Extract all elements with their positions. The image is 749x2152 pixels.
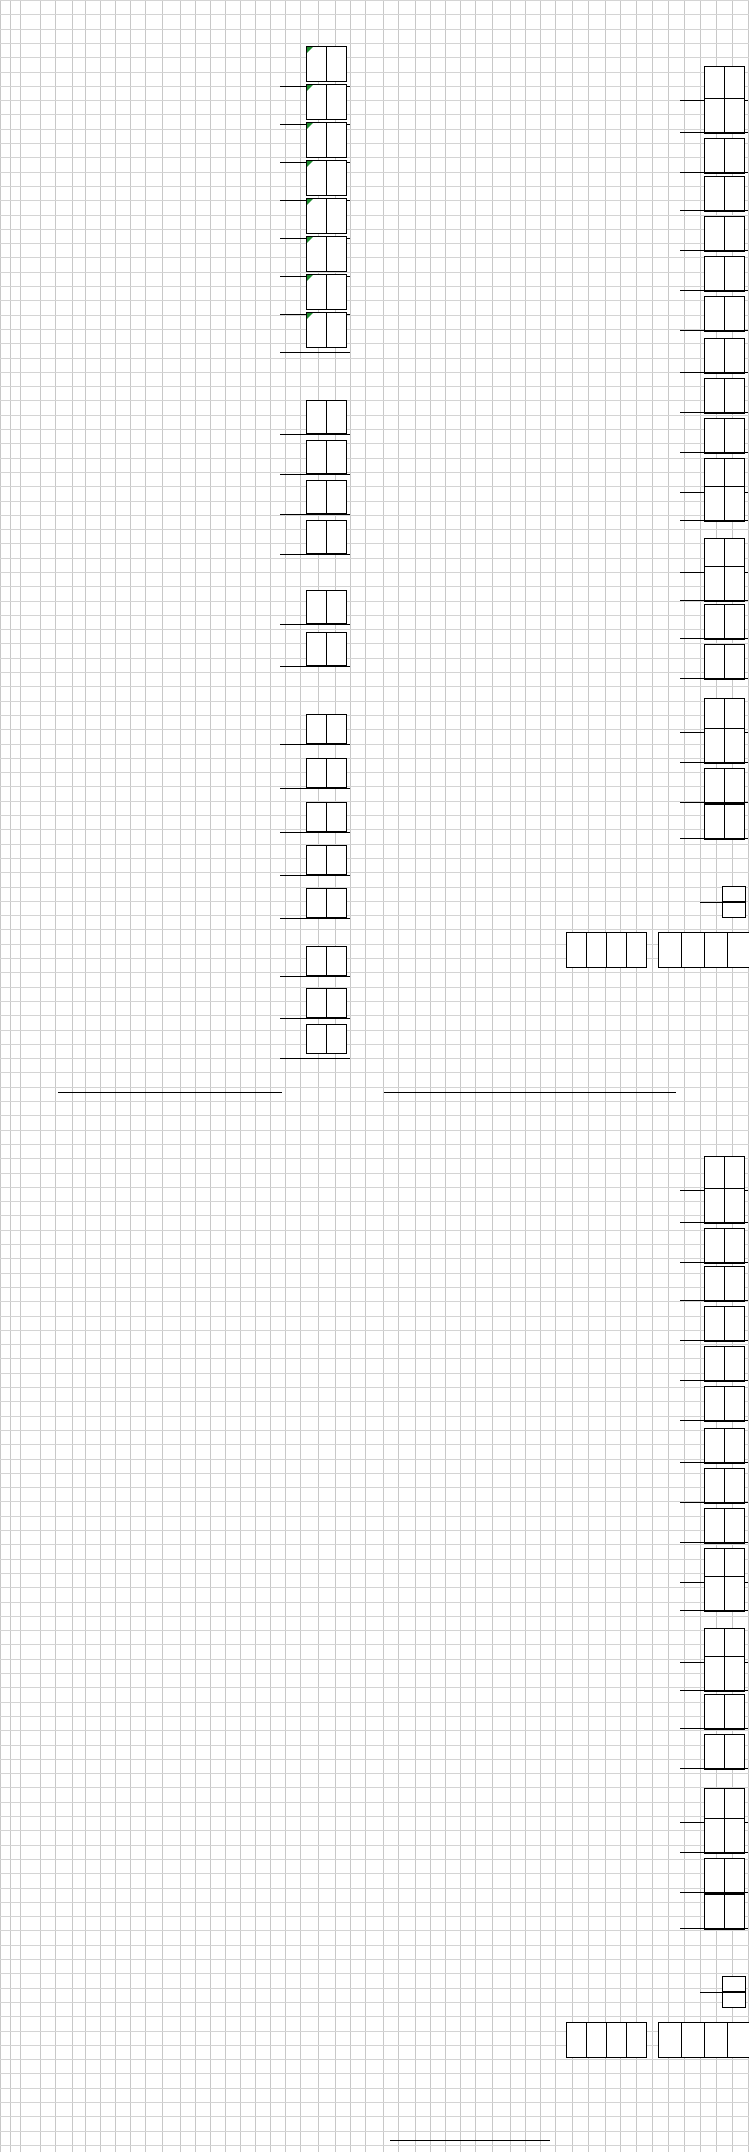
count-input-cell[interactable] xyxy=(724,216,745,252)
row-divider xyxy=(680,330,748,331)
count-input-cell[interactable] xyxy=(724,1894,745,1930)
count-input-cell[interactable] xyxy=(704,256,725,292)
count-input-cell[interactable] xyxy=(704,1188,725,1224)
date-digit-cell[interactable] xyxy=(586,2022,607,2058)
count-input-cell[interactable] xyxy=(326,520,347,554)
date-digit-cell[interactable] xyxy=(626,932,647,968)
count-input-cell[interactable] xyxy=(724,256,745,292)
row-divider xyxy=(680,638,748,639)
count-input-cell[interactable] xyxy=(724,604,745,640)
row-divider xyxy=(680,1300,748,1301)
count-input-cell[interactable] xyxy=(724,1266,745,1302)
count-input-cell[interactable] xyxy=(326,632,347,666)
date-digit-cell[interactable] xyxy=(727,932,749,968)
count-input-cell[interactable] xyxy=(306,590,327,624)
count-input-cell[interactable] xyxy=(306,802,327,832)
date-digit-cell[interactable] xyxy=(566,932,587,968)
count-input-cell[interactable] xyxy=(724,296,745,332)
count-input-cell[interactable] xyxy=(704,66,725,102)
row-divider xyxy=(280,514,350,515)
count-input-cell[interactable] xyxy=(326,198,347,234)
row-divider xyxy=(680,172,748,173)
count-input-cell[interactable] xyxy=(704,98,725,134)
count-input-cell[interactable] xyxy=(724,566,745,602)
option-ja-value[interactable] xyxy=(722,886,746,902)
count-input-cell[interactable] xyxy=(724,1386,745,1422)
count-input-cell[interactable] xyxy=(326,988,347,1018)
row-divider xyxy=(680,1380,748,1381)
count-input-cell[interactable] xyxy=(724,138,745,174)
count-input-cell[interactable] xyxy=(704,804,725,840)
count-input-cell[interactable] xyxy=(326,802,347,832)
count-input-cell[interactable] xyxy=(306,274,327,310)
row-divider xyxy=(680,452,748,453)
count-input-cell[interactable] xyxy=(704,1694,725,1730)
count-input-cell[interactable] xyxy=(704,1386,725,1422)
count-input-cell[interactable] xyxy=(326,480,347,514)
row-divider xyxy=(280,474,350,475)
row-divider xyxy=(680,1690,748,1691)
count-input-cell[interactable] xyxy=(306,946,327,976)
count-input-cell[interactable] xyxy=(326,440,347,474)
count-input-cell[interactable] xyxy=(704,378,725,414)
count-input-cell[interactable] xyxy=(724,486,745,522)
count-input-cell[interactable] xyxy=(704,1306,725,1342)
count-input-cell[interactable] xyxy=(306,520,327,554)
date-digit-cell[interactable] xyxy=(658,2022,682,2058)
count-input-cell[interactable] xyxy=(326,946,347,976)
row-divider xyxy=(680,1462,748,1463)
count-input-cell[interactable] xyxy=(724,1306,745,1342)
count-input-cell[interactable] xyxy=(724,1656,745,1692)
row-divider xyxy=(680,802,748,803)
count-input-cell[interactable] xyxy=(704,1508,725,1544)
count-input-cell[interactable] xyxy=(306,988,327,1018)
count-input-cell[interactable] xyxy=(724,98,745,134)
row-divider xyxy=(280,744,350,745)
count-input-cell[interactable] xyxy=(704,1656,725,1692)
row-divider xyxy=(680,762,748,763)
row-divider xyxy=(680,290,748,291)
date-digit-cell[interactable] xyxy=(681,932,705,968)
row-divider xyxy=(680,1340,748,1341)
row-divider xyxy=(680,1928,748,1929)
row-divider xyxy=(680,600,748,601)
count-input-cell[interactable] xyxy=(326,400,347,434)
count-input-cell[interactable] xyxy=(724,176,745,212)
count-input-cell[interactable] xyxy=(704,1576,725,1612)
date-digit-cell[interactable] xyxy=(704,2022,728,2058)
row-divider xyxy=(680,1502,748,1503)
count-input-cell[interactable] xyxy=(724,1428,745,1464)
count-input-cell[interactable] xyxy=(704,604,725,640)
row-divider xyxy=(280,832,350,833)
count-input-cell[interactable] xyxy=(724,1694,745,1730)
count-input-cell[interactable] xyxy=(306,845,327,875)
count-input-cell[interactable] xyxy=(724,418,745,454)
count-input-cell[interactable] xyxy=(724,1858,745,1894)
row-divider xyxy=(280,976,350,977)
count-input-cell[interactable] xyxy=(306,236,327,272)
count-input-cell[interactable] xyxy=(326,46,347,82)
count-input-cell[interactable] xyxy=(306,46,327,82)
count-input-cell[interactable] xyxy=(724,1188,745,1224)
count-input-cell[interactable] xyxy=(704,1428,725,1464)
row-divider xyxy=(280,352,350,353)
count-input-cell[interactable] xyxy=(306,480,327,514)
count-input-cell[interactable] xyxy=(306,400,327,434)
count-input-cell[interactable] xyxy=(704,338,725,374)
row-divider xyxy=(680,1420,748,1421)
count-input-cell[interactable] xyxy=(326,274,347,310)
count-input-cell[interactable] xyxy=(724,1228,745,1264)
count-input-cell[interactable] xyxy=(704,1818,725,1854)
row-divider xyxy=(680,1222,748,1223)
count-input-cell[interactable] xyxy=(306,198,327,234)
count-input-cell[interactable] xyxy=(724,1156,745,1192)
count-input-cell[interactable] xyxy=(326,122,347,158)
row-divider xyxy=(280,434,350,435)
date-digit-cell[interactable] xyxy=(626,2022,647,2058)
date-digit-cell[interactable] xyxy=(606,2022,627,2058)
count-input-cell[interactable] xyxy=(326,236,347,272)
date-digit-cell[interactable] xyxy=(658,932,682,968)
row-divider xyxy=(280,1018,350,1019)
count-input-cell[interactable] xyxy=(704,728,725,764)
count-input-cell[interactable] xyxy=(724,378,745,414)
count-input-cell[interactable] xyxy=(306,440,327,474)
count-input-cell[interactable] xyxy=(326,160,347,196)
count-input-cell[interactable] xyxy=(704,1858,725,1894)
date-signature-line xyxy=(58,1092,282,1093)
count-input-cell[interactable] xyxy=(306,84,327,120)
count-input-cell[interactable] xyxy=(326,1024,347,1054)
count-input-cell[interactable] xyxy=(326,845,347,875)
count-input-cell[interactable] xyxy=(704,176,725,212)
count-input-cell[interactable] xyxy=(704,1894,725,1930)
date-digit-cell[interactable] xyxy=(606,932,627,968)
row-divider xyxy=(680,210,748,211)
count-input-cell[interactable] xyxy=(326,312,347,348)
count-input-cell[interactable] xyxy=(704,296,725,332)
count-input-cell[interactable] xyxy=(306,122,327,158)
count-input-cell[interactable] xyxy=(704,216,725,252)
count-input-cell[interactable] xyxy=(326,84,347,120)
count-input-cell[interactable] xyxy=(704,1346,725,1382)
count-input-cell[interactable] xyxy=(724,804,745,840)
count-input-cell[interactable] xyxy=(326,888,347,918)
row-divider xyxy=(680,1262,748,1263)
count-input-cell[interactable] xyxy=(704,768,725,804)
date-digit-cell[interactable] xyxy=(727,2022,749,2058)
count-input-cell[interactable] xyxy=(724,644,745,680)
row-divider xyxy=(280,788,350,789)
count-input-cell[interactable] xyxy=(724,768,745,804)
count-input-cell[interactable] xyxy=(306,714,327,744)
option-nein-value[interactable] xyxy=(722,902,746,918)
row-divider xyxy=(680,678,748,679)
count-input-cell[interactable] xyxy=(306,312,327,348)
date-digit-cell[interactable] xyxy=(566,2022,587,2058)
date-digit-cell[interactable] xyxy=(704,932,728,968)
row-divider xyxy=(680,1610,748,1611)
row-divider xyxy=(680,1768,748,1769)
count-input-cell[interactable] xyxy=(326,590,347,624)
row-divider xyxy=(680,132,748,133)
count-input-cell[interactable] xyxy=(724,1346,745,1382)
count-input-cell[interactable] xyxy=(306,758,327,788)
count-input-cell[interactable] xyxy=(704,1468,725,1504)
row-divider xyxy=(680,1852,748,1853)
count-input-cell[interactable] xyxy=(704,486,725,522)
count-input-cell[interactable] xyxy=(724,1468,745,1504)
count-input-cell[interactable] xyxy=(704,1156,725,1192)
count-input-cell[interactable] xyxy=(704,1266,725,1302)
count-input-cell[interactable] xyxy=(306,1024,327,1054)
row-divider xyxy=(280,666,350,667)
count-input-cell[interactable] xyxy=(704,418,725,454)
row-divider xyxy=(680,1542,748,1543)
row-divider xyxy=(680,250,748,251)
row-divider xyxy=(280,918,350,919)
row-divider xyxy=(280,554,350,555)
signature-line-copy xyxy=(390,2140,550,2141)
count-input-cell[interactable] xyxy=(724,1818,745,1854)
count-input-cell[interactable] xyxy=(724,338,745,374)
count-input-cell[interactable] xyxy=(724,1734,745,1770)
row-divider xyxy=(680,1728,748,1729)
count-input-cell[interactable] xyxy=(724,66,745,102)
row-divider xyxy=(280,1058,350,1059)
count-input-cell[interactable] xyxy=(704,138,725,174)
row-divider xyxy=(680,838,748,839)
count-input-cell[interactable] xyxy=(704,1734,725,1770)
row-divider xyxy=(680,1892,748,1893)
count-input-cell[interactable] xyxy=(306,632,327,666)
count-input-cell[interactable] xyxy=(326,714,347,744)
count-input-cell[interactable] xyxy=(724,1576,745,1612)
row-divider xyxy=(280,624,350,625)
count-input-cell[interactable] xyxy=(724,1508,745,1544)
row-divider xyxy=(680,372,748,373)
count-input-cell[interactable] xyxy=(704,1228,725,1264)
option-ja-value[interactable] xyxy=(722,1976,746,1992)
count-input-cell[interactable] xyxy=(724,728,745,764)
row-divider xyxy=(680,520,748,521)
count-input-cell[interactable] xyxy=(306,160,327,196)
count-input-cell[interactable] xyxy=(704,644,725,680)
count-input-cell[interactable] xyxy=(326,758,347,788)
count-input-cell[interactable] xyxy=(704,566,725,602)
name-signature-line xyxy=(384,1092,676,1093)
option-nein-value[interactable] xyxy=(722,1992,746,2008)
date-digit-cell[interactable] xyxy=(681,2022,705,2058)
count-input-cell[interactable] xyxy=(306,888,327,918)
row-divider xyxy=(680,412,748,413)
row-divider xyxy=(280,875,350,876)
date-digit-cell[interactable] xyxy=(586,932,607,968)
row-divider xyxy=(700,1992,722,1993)
row-divider xyxy=(700,902,722,903)
